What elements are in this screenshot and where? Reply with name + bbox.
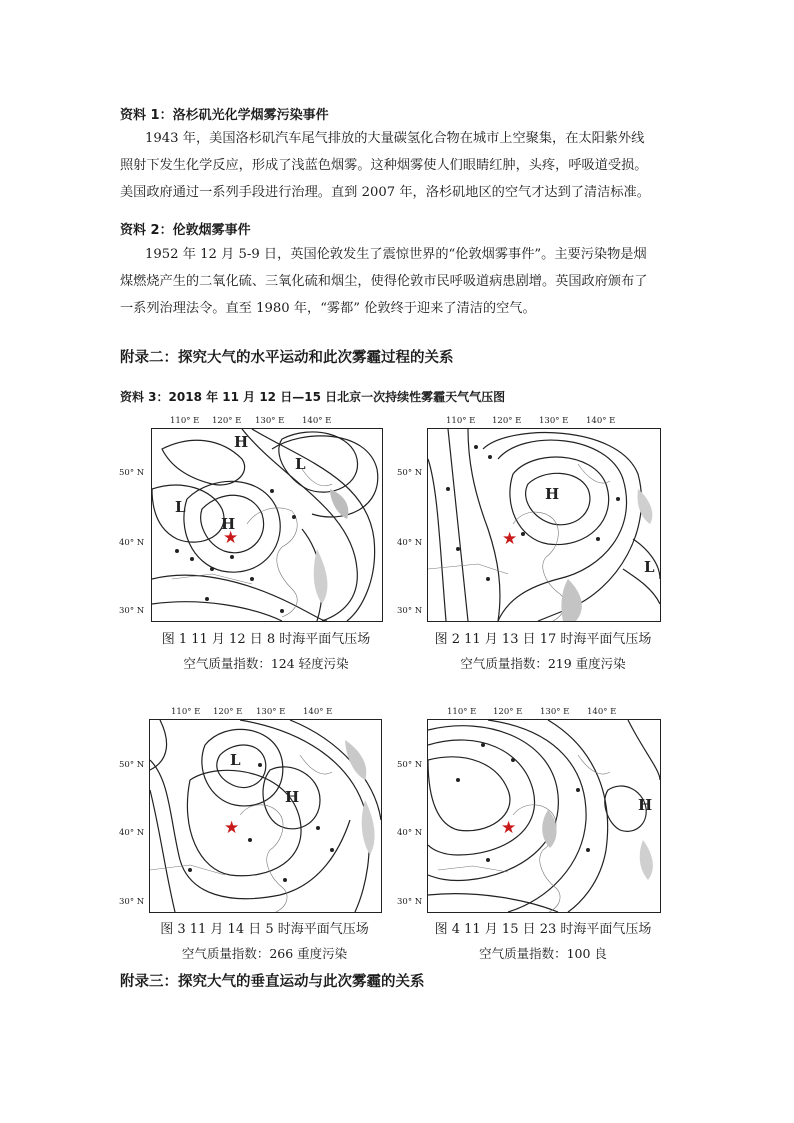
high-pressure-symbol: H xyxy=(285,788,300,806)
appendix3-title: 附录三：探究大气的垂直运动与此次雾霾的关系 xyxy=(120,974,425,990)
beijing-star-icon: ★ xyxy=(501,818,517,838)
map1-aqi: 空气质量指数：124 轻度污染 xyxy=(183,656,349,671)
pressure-map-1-isobars xyxy=(152,429,382,621)
map2-lon-label: 120° E xyxy=(492,416,522,426)
material1-line: 1943 年，美国洛杉矶汽车尾气排放的大量碳氢化合物在城市上空聚集，在太阳紫外线 xyxy=(145,131,645,146)
map3-lon-label: 110° E xyxy=(171,707,201,717)
material2-line: 一系列治理法令。直至 1980 年，“雾都” 伦敦终于迎来了清洁的空气。 xyxy=(120,301,536,316)
map4-lat-label: 30° N xyxy=(397,897,423,907)
map3-lat-label: 50° N xyxy=(119,760,145,770)
pressure-map-2-isobars xyxy=(428,429,660,621)
low-pressure-symbol: L xyxy=(175,498,186,516)
map2-lat-label: 30° N xyxy=(397,606,423,616)
map2-aqi: 空气质量指数：219 重度污染 xyxy=(460,656,626,671)
map3-lon-label: 130° E xyxy=(256,707,286,717)
pressure-map-4-isobars xyxy=(428,720,660,912)
material2-line: 1952 年 12 月 5-9 日，英国伦敦发生了震惊世界的“伦敦烟雾事件”。主要污染物是烟 xyxy=(145,247,647,262)
map3-lat-label: 40° N xyxy=(119,828,145,838)
map1-lon-label: 120° E xyxy=(212,416,242,426)
material2-heading: 资料 2：伦敦烟雾事件 xyxy=(120,223,251,238)
low-pressure-symbol: L xyxy=(644,558,655,576)
map1-lon-label: 140° E xyxy=(302,416,332,426)
pressure-map-4 xyxy=(427,719,661,913)
low-pressure-symbol: L xyxy=(230,751,241,769)
high-pressure-symbol: H xyxy=(234,433,249,451)
low-pressure-symbol: L xyxy=(295,455,306,473)
map4-lon-label: 140° E xyxy=(587,707,617,717)
high-pressure-symbol: H xyxy=(638,796,653,814)
pressure-map-2 xyxy=(427,428,661,622)
appendix2-title: 附录二：探究大气的水平运动和此次雾霾过程的关系 xyxy=(120,350,454,366)
map4-lat-label: 50° N xyxy=(397,760,423,770)
material1-line: 照射下发生化学反应，形成了浅蓝色烟雾。这种烟雾使人们眼睛红肿，头疼，呼吸道受损。 xyxy=(120,158,648,173)
map2-lat-label: 40° N xyxy=(397,538,423,548)
beijing-star-icon: ★ xyxy=(223,528,239,548)
high-pressure-symbol: H xyxy=(221,515,236,533)
map4-lon-label: 110° E xyxy=(447,707,477,717)
map4-aqi: 空气质量指数：100 良 xyxy=(479,946,607,961)
map1-lon-label: 130° E xyxy=(255,416,285,426)
material1-heading: 资料 1：洛杉矶光化学烟雾污染事件 xyxy=(120,108,329,123)
high-pressure-symbol: H xyxy=(545,485,560,503)
beijing-star-icon: ★ xyxy=(502,529,518,549)
material3-heading: 资料 3：2018 年 11 月 12 日—15 日北京一次持续性雾霾天气气压图 xyxy=(120,390,506,404)
map4-caption: 图 4 11 月 15 日 23 时海平面气压场 xyxy=(434,922,652,937)
map4-lat-label: 40° N xyxy=(397,828,423,838)
map2-lon-label: 110° E xyxy=(446,416,476,426)
pressure-map-3 xyxy=(149,719,382,913)
map1-lon-label: 110° E xyxy=(170,416,200,426)
map1-lat-label: 30° N xyxy=(119,606,145,616)
material2-line: 煤燃烧产生的二氧化硫、三氧化硫和烟尘，使得伦敦市民呼吸道病患剧增。英国政府颁布了 xyxy=(120,274,648,289)
material1-line: 美国政府通过一系列手段进行治理。直到 2007 年，洛杉矶地区的空气才达到了清洁标准。 xyxy=(120,185,650,200)
map3-caption: 图 3 11 月 14 日 5 时海平面气压场 xyxy=(160,922,369,937)
map1-caption: 图 1 11 月 12 日 8 时海平面气压场 xyxy=(161,632,371,647)
map3-aqi: 空气质量指数：266 重度污染 xyxy=(181,946,348,961)
map3-lat-label: 30° N xyxy=(119,897,145,907)
map2-lon-label: 130° E xyxy=(539,416,569,426)
map3-lon-label: 140° E xyxy=(303,707,333,717)
map2-lon-label: 140° E xyxy=(586,416,616,426)
pressure-map-1 xyxy=(151,428,383,622)
map2-caption: 图 2 11 月 13 日 17 时海平面气压场 xyxy=(434,632,652,647)
map2-lat-label: 50° N xyxy=(397,468,423,478)
map4-lon-label: 120° E xyxy=(493,707,523,717)
pressure-map-3-isobars xyxy=(150,720,381,912)
map3-lon-label: 120° E xyxy=(213,707,243,717)
map1-lat-label: 40° N xyxy=(119,538,145,548)
beijing-star-icon: ★ xyxy=(224,818,240,838)
map4-lon-label: 130° E xyxy=(540,707,570,717)
map1-lat-label: 50° N xyxy=(119,468,145,478)
